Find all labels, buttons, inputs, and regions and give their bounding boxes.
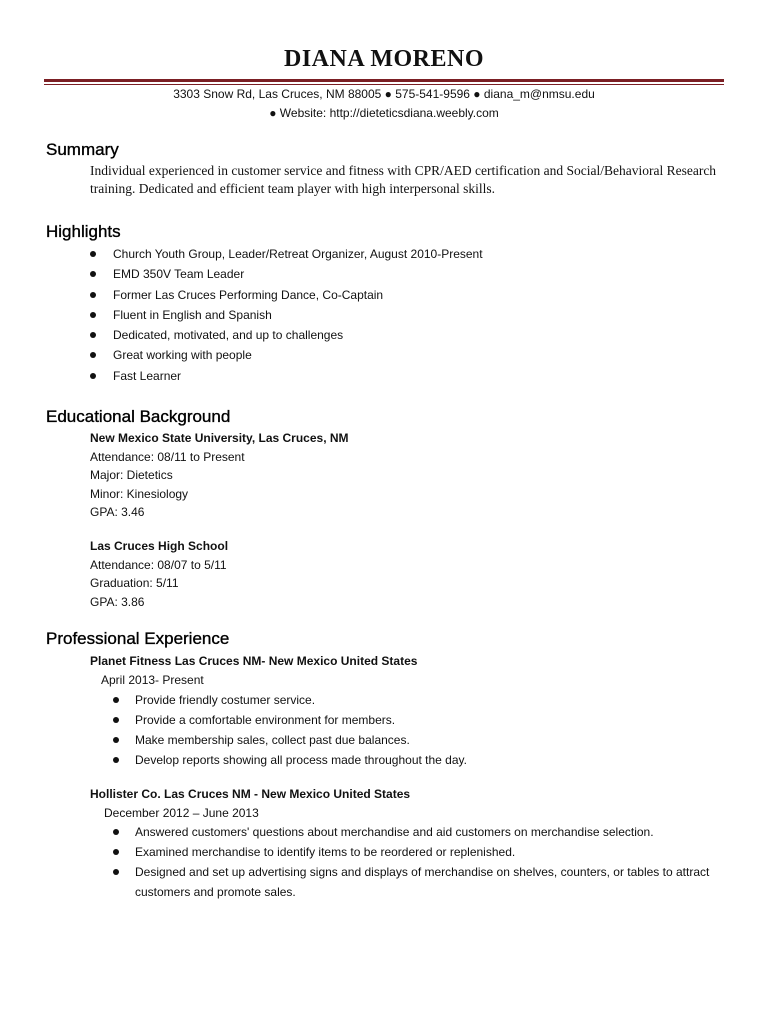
bullet-icon (113, 697, 119, 703)
school-detail: GPA: 3.46 (90, 505, 145, 520)
bullet-icon (113, 757, 119, 763)
bullet-icon (113, 717, 119, 723)
list-item: Former Las Cruces Performing Dance, Co-Captain (90, 285, 483, 305)
list-item: Designed and set up advertising signs and displays of merchandise on shelves, counters, or tables to attract customers and promote sales. (113, 862, 713, 902)
contact-line-website: ● Website: http://dieteticsdiana.weebly.com (269, 106, 499, 120)
job-title-planet-fitness: Planet Fitness Las Cruces NM- New Mexico United States (90, 654, 418, 668)
resume-name: DIANA MORENO (283, 46, 484, 72)
contact-line-address: 3303 Snow Rd, Las Cruces, NM 88005 ● 575-541-9596 ● diana_m@nmsu.edu (173, 87, 595, 101)
highlights-heading: Highlights (46, 222, 121, 241)
list-item: Dedicated, motivated, and up to challenges (90, 325, 483, 345)
summary-text: Individual experienced in customer service and fitness with CPR/AED certification and Social/Behavioral Research training. Dedicated and efficient team player with high interpersonal skills. (90, 163, 717, 196)
school-detail: Attendance: 08/11 to Present (90, 449, 245, 464)
list-item: Fluent in English and Spanish (90, 305, 483, 325)
bullet-icon (113, 829, 119, 835)
job-dates-planet-fitness: April 2013- Present (101, 673, 204, 687)
job-dates-hollister: December 2012 – June 2013 (104, 806, 259, 820)
school-detail: Graduation: 5/11 (90, 576, 179, 591)
job-title-hollister: Hollister Co. Las Cruces NM - New Mexico United States (90, 787, 411, 801)
list-item: Examined merchandise to identify items to be reordered or replenished. (113, 842, 713, 862)
bullet-icon (90, 251, 96, 257)
list-item: Develop reports showing all process made throughout the day. (113, 750, 713, 770)
bullet-icon (113, 737, 119, 743)
summary-heading: Summary (46, 140, 119, 159)
list-item: Answered customers' questions about merchandise and aid customers on merchandise selection. (113, 822, 713, 842)
school-nmsu (90, 429, 349, 522)
school-name: New Mexico State University, Las Cruces, NM (90, 431, 349, 445)
school-detail: Minor: Kinesiology (90, 486, 189, 501)
school-lchs (90, 537, 228, 611)
list-item: Church Youth Group, Leader/Retreat Organizer, August 2010-Present (90, 244, 483, 264)
bullet-icon (113, 869, 119, 875)
bullet-icon (90, 292, 96, 298)
education-heading: Educational Background (46, 407, 231, 426)
list-item: Great working with people (90, 345, 483, 365)
list-item: Fast Learner (90, 366, 483, 386)
list-item: EMD 350V Team Leader (90, 264, 483, 284)
bullet-icon (90, 312, 96, 318)
list-item: Provide friendly costumer service. (113, 690, 713, 710)
bullet-icon (90, 373, 96, 379)
school-name: Las Cruces High School (90, 539, 229, 553)
bullet-icon (90, 352, 96, 358)
job-duties-hollister (113, 822, 713, 902)
list-item: Make membership sales, collect past due balances. (113, 730, 713, 750)
bullet-icon (90, 332, 96, 338)
header-divider-thick (44, 79, 724, 82)
list-item: Provide a comfortable environment for members. (113, 710, 713, 730)
bullet-icon (113, 849, 119, 855)
contact-info (0, 85, 768, 123)
school-detail: GPA: 3.86 (90, 594, 145, 609)
job-duties-planet-fitness (113, 690, 713, 770)
highlights-list (90, 244, 483, 386)
school-detail: Attendance: 08/07 to 5/11 (90, 557, 227, 572)
bullet-icon (90, 271, 96, 277)
experience-heading: Professional Experience (46, 629, 230, 648)
school-detail: Major: Dietetics (90, 468, 173, 483)
